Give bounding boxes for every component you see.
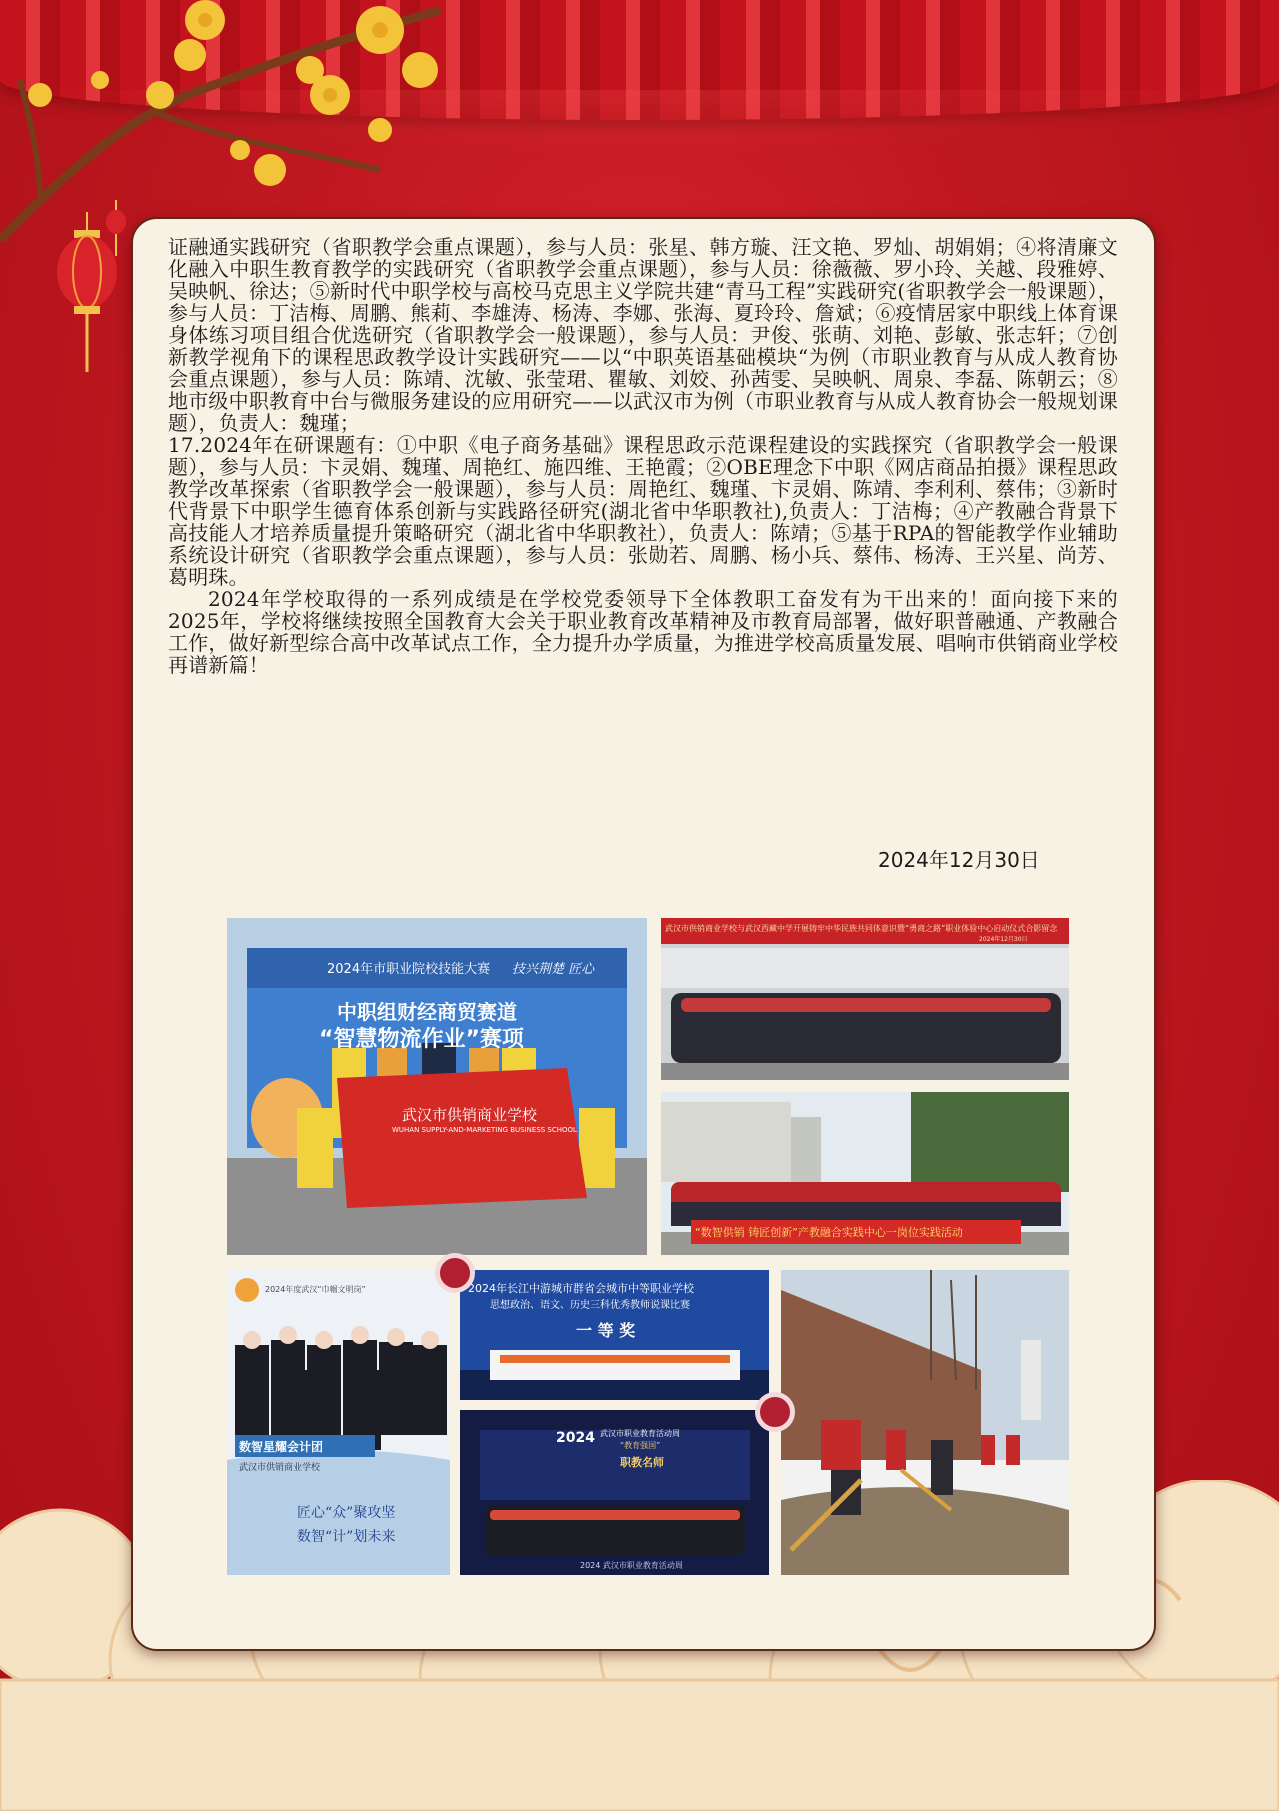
- photo4-subtitle: 数智星耀会计团: [239, 1440, 324, 1454]
- document-date: 2024年12月30日: [878, 848, 1040, 872]
- photo6-subtitle: “教育强国”: [620, 1441, 661, 1450]
- photo5-line2: 思想政治、语文、历史三科优秀教师说课比赛: [490, 1300, 690, 1311]
- photo6-footer: 2024 武汉市职业教育活动周: [580, 1561, 683, 1570]
- photo6-award: 职教名师: [620, 1456, 664, 1469]
- photo-accounting-team: [227, 1270, 450, 1575]
- photo1-flag-text: 武汉市供销商业学校: [402, 1106, 538, 1124]
- photo1-banner-line1: 中职组财经商贸赛道: [337, 1000, 517, 1024]
- photo5-line1: 2024年长江中游城市群省会城市中等职业学校: [468, 1282, 694, 1295]
- photo-lecture-award: [460, 1270, 769, 1400]
- paragraph-conclusion: 2024年学校取得的一系列成绩是在学校党委领导下全体教职工奋发有为干出来的！面向接下来的2025年，学校将继续按照全国教育大会关于职业教育改革精神及市教育局部署，做好职普融通、产教融合工作，做好新型综合高中改革试点工作，全力提升办学质量，为推进学校高质量发展、唱响市供销商业学校再谱新篇！: [168, 587, 1118, 677]
- photo4-slogan2: 数智“计”划未来: [297, 1529, 396, 1545]
- photo1-banner-top: 2024年市职业院校技能大赛: [327, 962, 491, 977]
- photo2-date: 2024年12月30日: [979, 936, 1028, 943]
- photo-group-ceremony: [661, 918, 1069, 1080]
- paragraph-research-list: 证融通实践研究（省职教学会重点课题），参与人员：张星、韩方璇、汪文艳、罗灿、胡娟娟；④将清廉文化融入中职生教育教学的实践研究（省职教学会重点课题），参与人员：徐薇薇、罗小玲、关越、段雅婷、吴映帆、徐达；⑤新时代中职学校与高校马克思主义学院共建“青马工程”实践研究(省职教学会一般课题），参与人员：丁洁梅、周鹏、熊莉、李雄涛、杨涛、李娜、张海、夏玲玲、詹斌；⑥疫情居家中职线上体育课身体练习项目组合优选研究（省职教学会一般课题），参与人员：尹俊、张萌、刘艳、彭敏、张志轩；⑦创新教学视角下的课程思政教学设计实践研究——以“中职英语基础模块“为例（市职业教育与从成人教育协会重点课题），参与人员：陈靖、沈敏、张莹珺、瞿敏、刘姣、孙茜雯、吴映帆、周泉、李磊、陈朝云；⑧地市级中职教育中台与微服务建设的应用研究——以武汉市为例（市职业教育与从成人教育协会一般规划课题），负责人：魏瑾；: [168, 235, 1118, 435]
- photo5-award: 一 等 奖: [576, 1321, 636, 1340]
- small-lantern-icon: [104, 200, 128, 260]
- decorative-dot-2: [755, 1392, 795, 1432]
- paragraph-ongoing-research: 17.2024年在研课题有：①中职《电子商务基础》课程思政示范课程建设的实践探究（省职教学会一般课题），参与人员：卞灵娟、魏瑾、周艳红、施四维、王艳霞；②OBE理念下中职《网店商品拍摄》课程思政教学改革探索（省职教学会一般课题），参与人员：周艳红、魏瑾、卞灵娟、陈靖、李利利、蔡伟；③新时代背景下中职学生德育体系创新与实践路径研究(湖北省中华职教社),负责人：丁洁梅；④产教融合背景下高技能人才培养质量提升策略研究（湖北省中华职教社），负责人：陈靖；⑤基于RPA的智能教学作业辅助系统设计研究（省职教学会重点课题），参与人员：张勋若、周鹏、杨小兵、蔡伟、杨涛、王兴星、尚芳、葛明珠。: [168, 433, 1118, 589]
- photo3-banner: “数智供销 铸匠创新”产教融合实践中心一岗位实践活动: [695, 1226, 963, 1239]
- photo1-slogan: 技兴荆楚 匠心: [512, 962, 595, 977]
- photo4-title: 2024年度武汉“巾帼文明岗”: [265, 1285, 366, 1294]
- photo1-banner-line2: “智慧物流作业”赛项: [319, 1027, 524, 1052]
- photo-snow-clearing: [781, 1270, 1069, 1575]
- decorative-dot-1: [435, 1253, 475, 1293]
- photo-competition-team: [227, 918, 647, 1255]
- photo-famous-teacher-award: [460, 1410, 769, 1575]
- article-body: [168, 236, 1118, 676]
- photo-practice-activity: [661, 1092, 1069, 1255]
- photo6-year: 2024: [556, 1430, 595, 1446]
- photo1-flag-en: WUHAN SUPPLY-AND-MARKETING BUSINESS SCHOOL: [392, 1126, 577, 1134]
- photo2-banner: 武汉市供销商业学校与武汉西藏中学开展铸牢中华民族共同体意识暨“勇商之路”职业体验中心启动仪式合影留念: [665, 924, 1058, 933]
- photo4-slogan1: 匠心“众”聚攻坚: [297, 1505, 396, 1521]
- photo4-school: 武汉市供销商业学校: [239, 1463, 321, 1473]
- photo6-title: 武汉市职业教育活动周: [600, 1429, 680, 1438]
